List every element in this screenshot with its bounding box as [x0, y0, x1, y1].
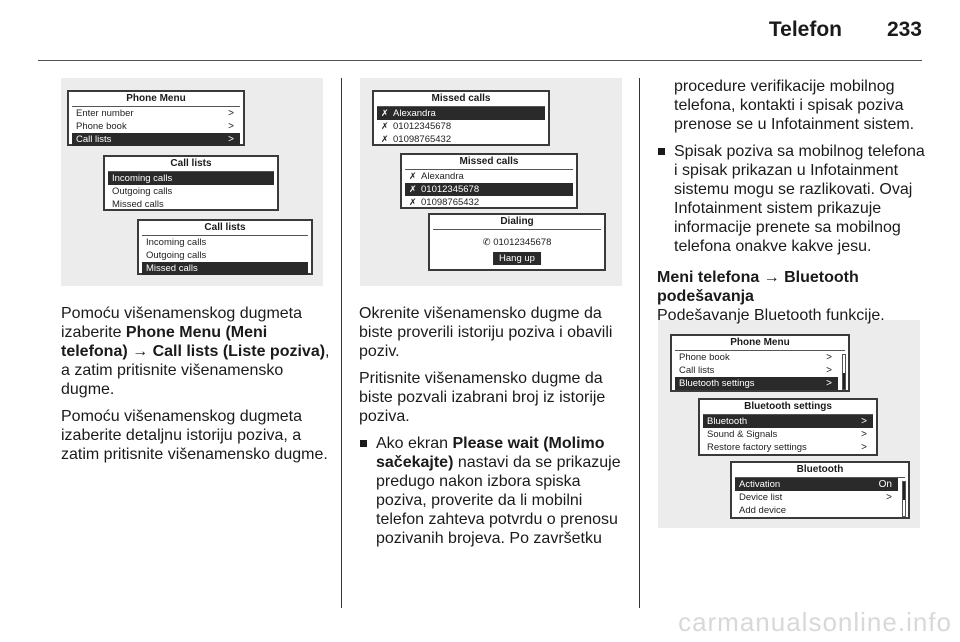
item-label: Phone book — [76, 121, 127, 132]
bullet-square-icon — [360, 440, 367, 447]
header-rule — [38, 60, 922, 61]
heading-part: Bluetooth podešavanja — [657, 269, 859, 305]
item-label: Enter number — [76, 108, 134, 119]
screen-title: Dialing — [433, 215, 601, 230]
section-heading — [657, 268, 929, 306]
missed-call-icon: ✗ — [381, 134, 389, 144]
call-entry-label: Alexandra — [421, 171, 464, 182]
figure-missed-calls — [360, 78, 622, 286]
menu-item — [735, 504, 898, 517]
missed-call-icon: ✗ — [409, 184, 417, 194]
call-entry — [405, 170, 573, 183]
text: Spisak poziva sa mobilnog telefona i spisak prikazan u Infotainment sistemu mogu se razlikovati. Ovaj Infotainment sistem prikazuje informacije prenete sa mobilnog telefona onakve kakve jesu. — [674, 143, 925, 255]
item-label: Bluetooth — [707, 416, 748, 427]
item-label: Call lists — [76, 134, 112, 145]
menu-item — [142, 249, 308, 262]
item-label: Missed calls — [112, 199, 164, 210]
item-label: Add device — [739, 505, 787, 516]
call-entry-selected — [377, 107, 545, 120]
bullet-square-icon — [658, 148, 665, 155]
activation-value: On — [878, 479, 892, 490]
item-label: Restore factory settings — [707, 442, 807, 453]
bold-term: Call lists (Liste poziva) — [152, 343, 326, 360]
call-entry — [405, 196, 573, 209]
figure-call-lists — [61, 78, 323, 286]
screen-missed-calls — [372, 90, 550, 146]
screen-missed-calls-2 — [400, 153, 578, 209]
scrollbar-thumb — [903, 482, 905, 500]
call-entry — [377, 120, 545, 133]
missed-call-icon: ✗ — [409, 197, 417, 207]
chevron-right-icon: > — [826, 352, 832, 363]
menu-item — [703, 441, 873, 454]
text: , a zatim pritisnite višenamensko dugme. — [61, 343, 330, 398]
menu-item — [675, 364, 838, 377]
chevron-right-icon: > — [228, 134, 234, 145]
screen-call-lists-missed — [137, 219, 313, 275]
screen-title: Phone Menu — [675, 336, 845, 351]
screen-title: Bluetooth — [735, 463, 905, 478]
menu-item-selected — [72, 133, 240, 146]
item-label: Device list — [739, 492, 783, 503]
menu-item-selected — [735, 478, 898, 491]
column-divider-1 — [341, 78, 342, 608]
paragraph — [61, 304, 331, 399]
bold-term: Please wait (Molimo sačekajte) — [376, 435, 605, 471]
screen-bluetooth — [730, 461, 910, 519]
paragraph: Podešavanje Bluetooth funkcije. — [657, 307, 885, 324]
item-label: Phone book — [679, 352, 730, 363]
item-label: Incoming calls — [146, 237, 207, 248]
page-title: Telefon — [768, 18, 842, 41]
call-entry — [377, 133, 545, 146]
figure-bluetooth-settings — [658, 320, 920, 528]
call-entry-label: 01098765432 — [421, 197, 480, 208]
screen-bluetooth-settings — [698, 398, 878, 456]
text: Pomoću višenamenskog dugmeta izaberite — [61, 305, 303, 341]
paragraph: procedure verifikacije mobilnog telefona, kontakti i spisak poziva prenose se u Infotainment sistem. — [674, 78, 915, 133]
paragraph: Pomoću višenamenskog dugmeta izaberite detaljnu istoriju poziva, a zatim pritisnite višenamensko dugme. — [61, 408, 328, 463]
menu-item — [703, 428, 873, 441]
screen-title: Phone Menu — [72, 92, 240, 107]
menu-item-selected — [703, 415, 873, 428]
missed-call-icon: ✗ — [381, 121, 389, 131]
watermark: carmanualsonline.info — [678, 607, 952, 637]
screen-title: Call lists — [108, 157, 274, 172]
chevron-right-icon: > — [861, 429, 867, 440]
text: Ako ekran — [376, 435, 453, 452]
menu-item — [735, 491, 898, 504]
menu-item — [108, 185, 274, 198]
bold-term: Phone Menu (Meni telefona) — [61, 324, 268, 360]
screen-title: Missed calls — [405, 155, 573, 170]
scrollbar — [902, 481, 906, 517]
page-number: 233 — [886, 18, 922, 41]
menu-item — [72, 107, 240, 120]
arrow-separator: → — [127, 343, 153, 360]
screen-dialing — [428, 213, 606, 271]
scrollbar-thumb — [843, 373, 845, 389]
call-entry-selected — [405, 183, 573, 196]
call-entry-label: 01012345678 — [393, 121, 452, 132]
chevron-right-icon: > — [861, 442, 867, 453]
item-label: Sound & Signals — [707, 429, 778, 440]
column-1 — [61, 304, 331, 472]
column-2 — [359, 304, 631, 556]
screen-title: Call lists — [142, 221, 308, 236]
screen-title: Missed calls — [377, 92, 545, 107]
item-label: Outgoing calls — [146, 250, 207, 261]
chevron-right-icon: > — [886, 492, 892, 503]
phone-dial-icon: ✆ — [482, 237, 494, 248]
dialing-number: 01012345678 — [493, 237, 552, 248]
menu-item-selected — [108, 172, 274, 185]
menu-item-selected — [142, 262, 308, 275]
chevron-right-icon: > — [228, 108, 234, 119]
chevron-right-icon: > — [826, 365, 832, 376]
item-label: Call lists — [679, 365, 715, 376]
screen-title: Bluetooth settings — [703, 400, 873, 415]
screen-call-lists — [103, 155, 279, 211]
item-label: Incoming calls — [112, 173, 173, 184]
missed-call-icon: ✗ — [409, 171, 417, 181]
heading-part: Meni telefona — [657, 269, 760, 286]
menu-item — [72, 120, 240, 133]
item-label: Missed calls — [146, 263, 198, 274]
column-3 — [657, 77, 929, 333]
bullet-item — [657, 142, 929, 256]
dialing-number-line — [430, 236, 604, 249]
call-entry-label: Alexandra — [393, 108, 436, 119]
menu-item — [108, 198, 274, 211]
chevron-right-icon: > — [228, 121, 234, 132]
screen-phone-menu-bt — [670, 334, 850, 392]
menu-item — [142, 236, 308, 249]
bullet-item — [359, 434, 631, 548]
hang-up-button: Hang up — [493, 252, 541, 265]
scrollbar — [842, 354, 846, 390]
menu-item — [675, 351, 838, 364]
paragraph: Pritisnite višenamensko dugme da biste pozvali izabrani broj iz istorije poziva. — [359, 370, 606, 425]
paragraph: Okrenite višenamensko dugme da biste proverili istoriju poziva i obavili poziv. — [359, 305, 613, 360]
missed-call-icon: ✗ — [381, 108, 389, 118]
text: nastavi da se prikazuje predugo nakon izbora spiska poziva, proverite da li mobilni telefon zahteva potvrdu o prenosu pozivanih brojeva. Po završetku — [376, 454, 621, 547]
item-label: Outgoing calls — [112, 186, 173, 197]
item-label: Activation — [739, 479, 781, 490]
column-divider-2 — [639, 78, 640, 608]
screen-phone-menu — [67, 90, 245, 146]
menu-item-selected — [675, 377, 838, 390]
call-entry-label: 01012345678 — [421, 184, 480, 195]
item-label: Bluetooth settings — [679, 378, 755, 389]
chevron-right-icon: > — [826, 378, 832, 389]
chevron-right-icon: > — [861, 416, 867, 427]
call-entry-label: 01098765432 — [393, 134, 452, 145]
arrow-separator: → — [759, 269, 785, 286]
